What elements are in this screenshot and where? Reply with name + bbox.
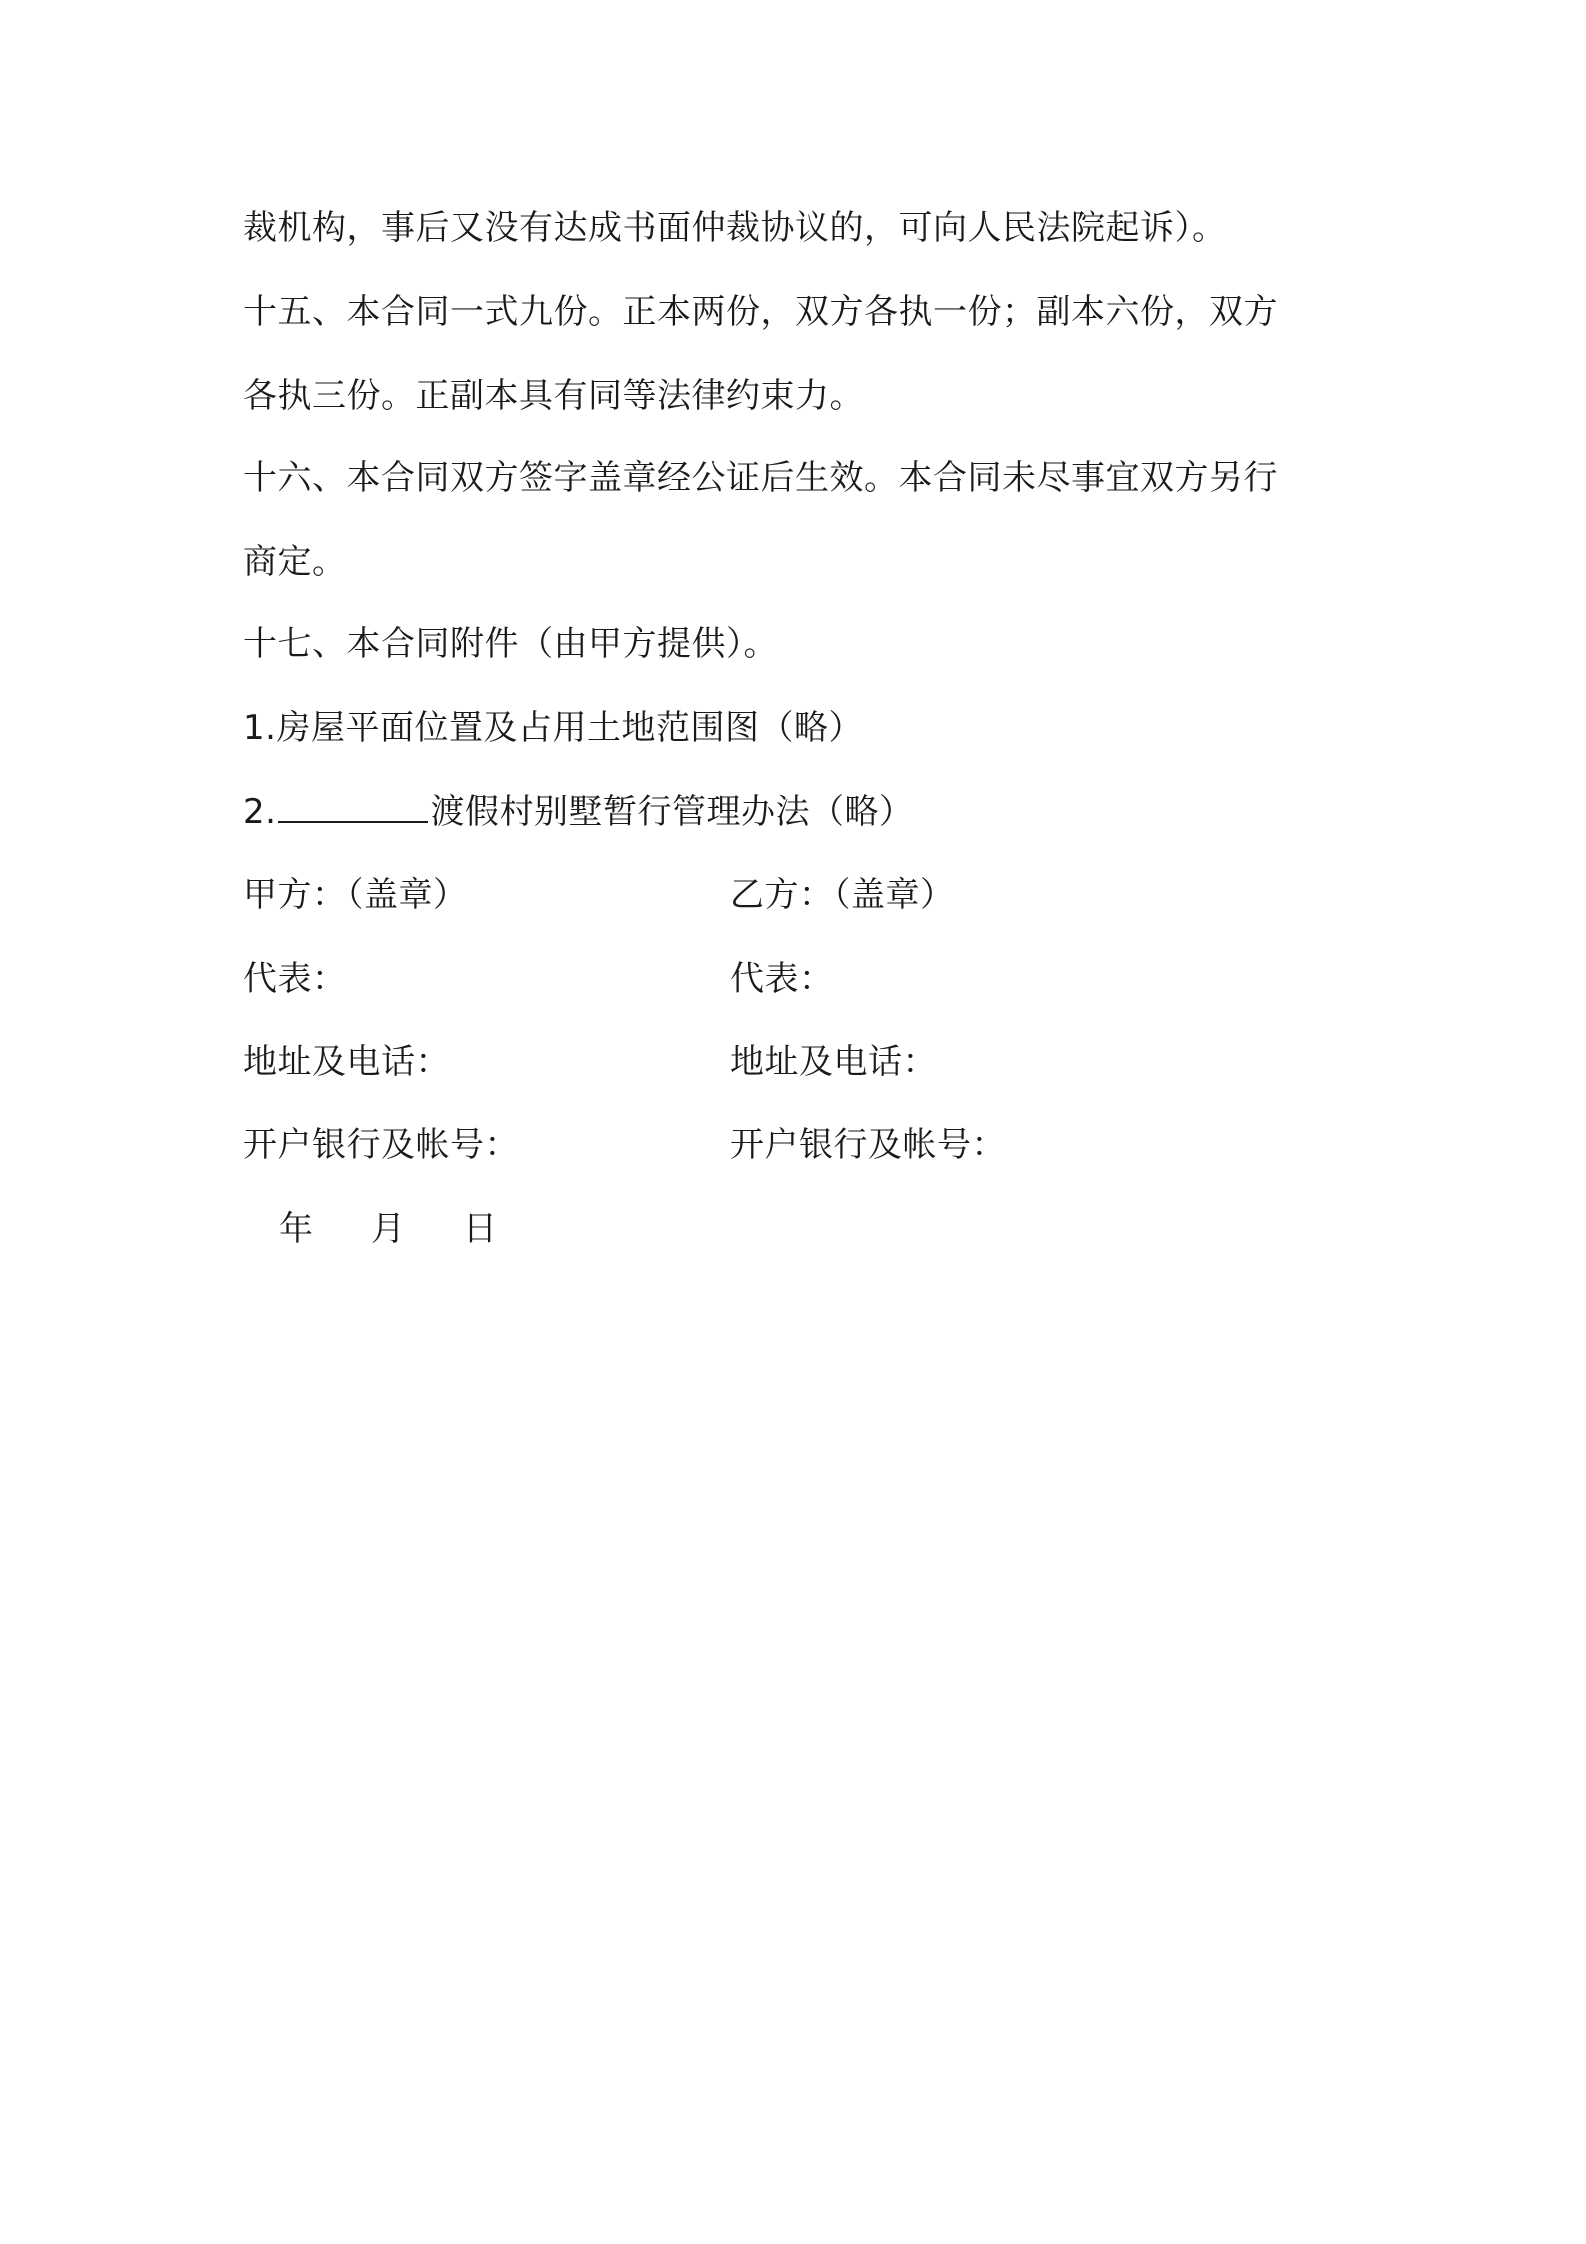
party-a-seal: 甲方：（盖章） — [243, 875, 468, 915]
paragraph-arbitration-end: 裁机构，事后又没有达成书面仲裁协议的，可向人民法院起诉）。 — [243, 208, 1227, 248]
attachment-2-prefix: 2. — [243, 792, 277, 832]
party-a-bank-account: 开户银行及帐号： — [243, 1125, 519, 1165]
attachment-2 — [243, 790, 913, 834]
attachment-2-title: 渡假村别墅暂行管理办法（略） — [430, 792, 914, 832]
party-a-address-phone: 地址及电话： — [243, 1042, 450, 1082]
date-month: 月 — [371, 1209, 406, 1249]
party-b-bank-account: 开户银行及帐号： — [730, 1125, 1006, 1165]
party-a-representative: 代表： — [243, 959, 347, 999]
clause-17: 十七、本合同附件（由甲方提供）。 — [243, 624, 778, 664]
clause-15-line-1: 十五、本合同一式九份。正本两份，双方各执一份；副本六份，双方 — [243, 292, 1278, 332]
date-line — [279, 1207, 498, 1251]
fill-in-blank — [278, 791, 428, 823]
party-b-address-phone: 地址及电话： — [730, 1042, 937, 1082]
attachment-1: 1.房屋平面位置及占用土地范围图（略） — [243, 708, 863, 748]
date-day: 日 — [463, 1209, 498, 1249]
clause-16-line-2: 商定。 — [243, 542, 347, 582]
clause-15-line-2: 各执三份。正副本具有同等法律约束力。 — [243, 376, 864, 416]
date-year: 年 — [279, 1209, 314, 1249]
clause-16-line-1: 十六、本合同双方签字盖章经公证后生效。本合同未尽事宜双方另行 — [243, 458, 1278, 498]
party-b-representative: 代表： — [730, 959, 834, 999]
party-b-seal: 乙方：（盖章） — [730, 875, 955, 915]
